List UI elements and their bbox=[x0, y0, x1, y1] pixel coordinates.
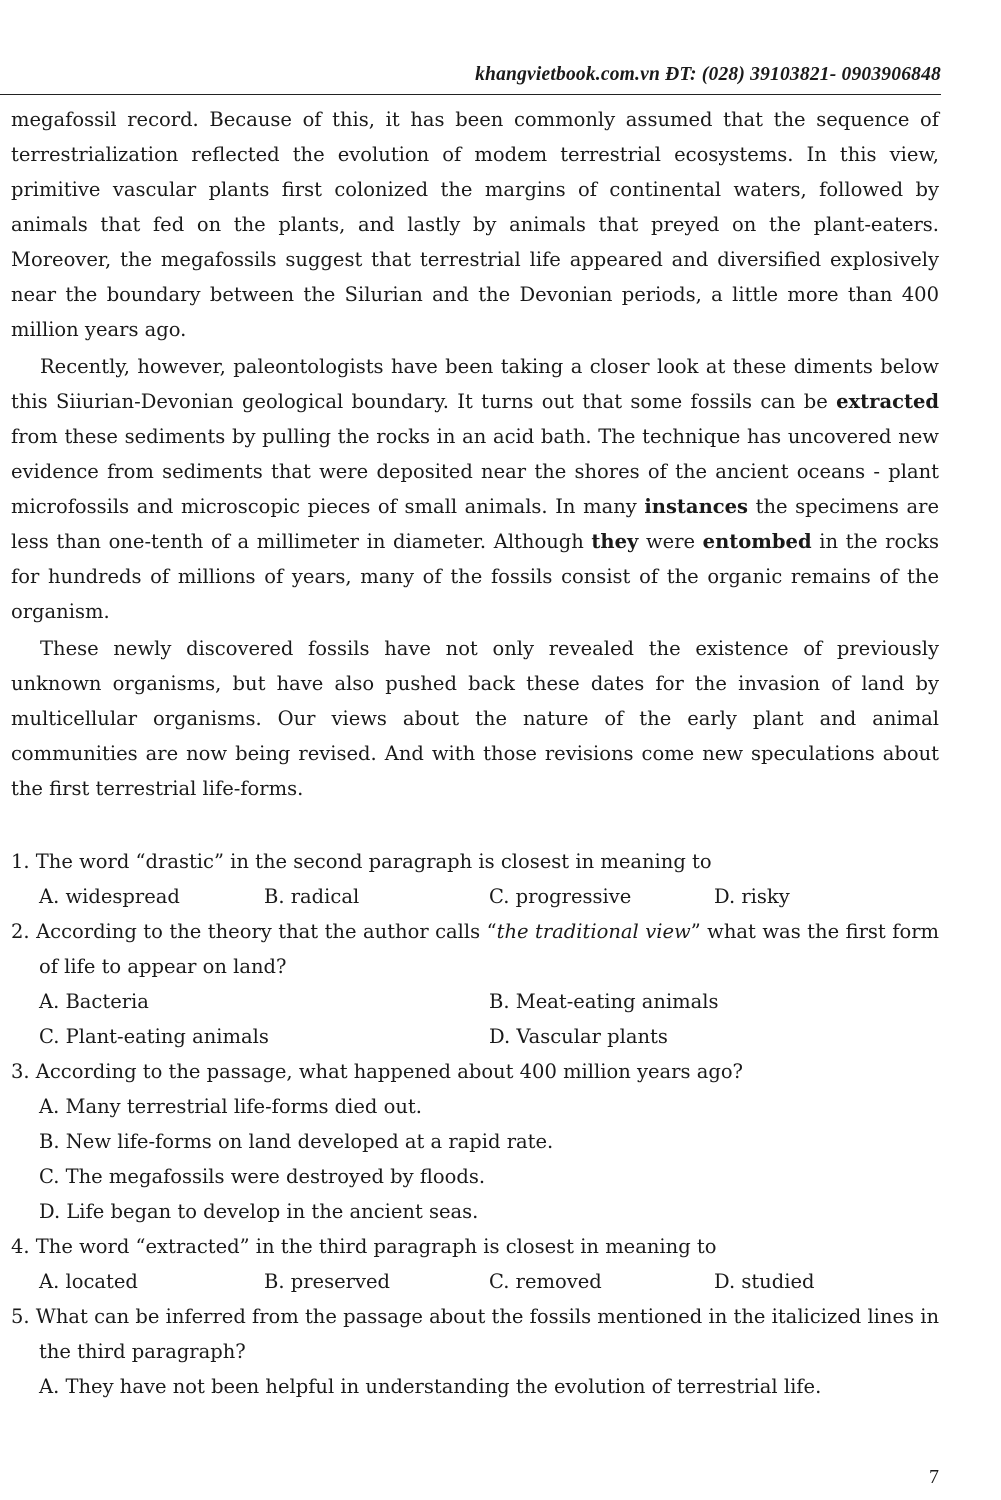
option-a: A. Bacteria bbox=[39, 990, 149, 1013]
option-a: A. located bbox=[39, 1270, 138, 1293]
paragraph-2-text: the specimens are less than one-tenth of a millimeter in diameter. Although bbox=[11, 495, 939, 553]
question-1 bbox=[11, 844, 939, 914]
question-2-options-row-2 bbox=[11, 1019, 939, 1054]
paragraph-3: These newly discovered fossils have not only revealed the existence of previously unknown organisms, but have also pushed back these dates for the invasion of land by multicellular organisms. Our views about the nature of the early plant and animal communities are now being revised. And with those revisions come new speculations about the first terrestrial life-forms. bbox=[11, 637, 939, 800]
bold-word-instances: instances bbox=[644, 495, 749, 518]
question-1-text: 1. The word “drastic” in the second paragraph is closest in meaning to bbox=[11, 850, 712, 873]
option-c: C. removed bbox=[489, 1270, 602, 1293]
option-a: A. They have not been helpful in understanding the evolution of terrestrial life. bbox=[39, 1375, 822, 1398]
paragraph-2-text: were bbox=[638, 530, 703, 553]
section-spacer bbox=[11, 808, 939, 844]
option-c: C. progressive bbox=[489, 885, 632, 908]
option-a: A. Many terrestrial life-forms died out. bbox=[39, 1095, 422, 1118]
question-2-text-before: 2. According to the theory that the author calls “ bbox=[11, 920, 497, 943]
option-d: D. Vascular plants bbox=[489, 1025, 668, 1048]
question-4-options bbox=[11, 1264, 939, 1299]
question-2-text-after: ” what was the first form of life to appear on land? bbox=[39, 920, 940, 978]
page-content bbox=[11, 102, 939, 1404]
header-text: khangvietbook.com.vn ĐT: (028) 39103821- 0903906848 bbox=[475, 64, 941, 85]
question-4-text: 4. The word “extracted” in the third paragraph is closest in meaning to bbox=[11, 1235, 717, 1258]
paragraph-2-text: Recently, however, paleontologists have been taking a closer look at these diments below this Siiurian-Devonian geological boundary. It turns out that some fossils can be bbox=[11, 355, 939, 413]
question-2-italic-phrase: the traditional view bbox=[496, 920, 691, 943]
paragraph-2-text: in the rocks for hundreds of millions of years, many of the fossils consist of the organic remains of the organism. bbox=[11, 530, 939, 623]
option-d: D. studied bbox=[714, 1270, 815, 1293]
bold-word-they: they bbox=[591, 530, 639, 553]
option-b: B. Meat-eating animals bbox=[489, 990, 719, 1013]
page-number: 7 bbox=[929, 1466, 939, 1488]
question-3 bbox=[11, 1054, 939, 1229]
bold-word-extracted: extracted bbox=[836, 390, 939, 413]
question-2-options-row-1 bbox=[11, 984, 939, 1019]
question-4 bbox=[11, 1229, 939, 1299]
question-5-text: 5. What can be inferred from the passage about the fossils mentioned in the italicized lines in the third paragraph? bbox=[11, 1305, 940, 1363]
paragraph-2-text: from these sediments by pulling the rocks in an acid bath. The technique has uncovered new evidence from sediments that were deposited near the shores of the ancient oceans - plant microfossils and microscopic pieces of small animals. In many bbox=[11, 425, 939, 518]
page-header bbox=[0, 60, 941, 95]
option-b: B. New life-forms on land developed at a rapid rate. bbox=[39, 1130, 554, 1153]
option-d: D. Life began to develop in the ancient seas. bbox=[39, 1200, 479, 1223]
question-5 bbox=[11, 1299, 939, 1404]
option-c: C. Plant-eating animals bbox=[39, 1025, 269, 1048]
question-1-options bbox=[11, 879, 939, 914]
paragraph-1: megafossil record. Because of this, it has been commonly assumed that the sequence of terrestrialization reflected the evolution of modem terrestrial ecosystems. In this view, primitive vascular plants first colonized the margins of continental waters, followed by animals that fed on the plants, and lastly by animals that preyed on the plant-eaters. Moreover, the megafossils suggest that terrestrial life appeared and diversified explosively near the boundary between the Silurian and the Devonian periods, a little more than 400 million years ago. bbox=[11, 108, 939, 341]
option-b: B. radical bbox=[264, 885, 360, 908]
paragraph-2 bbox=[11, 349, 939, 629]
option-c: C. The megafossils were destroyed by floods. bbox=[39, 1165, 486, 1188]
question-3-text: 3. According to the passage, what happened about 400 million years ago? bbox=[11, 1060, 744, 1083]
option-a: A. widespread bbox=[39, 885, 180, 908]
option-d: D. risky bbox=[714, 885, 790, 908]
question-2 bbox=[11, 914, 939, 1054]
option-b: B. preserved bbox=[264, 1270, 390, 1293]
question-2-text bbox=[11, 914, 939, 984]
bold-word-entombed: entombed bbox=[702, 530, 812, 553]
